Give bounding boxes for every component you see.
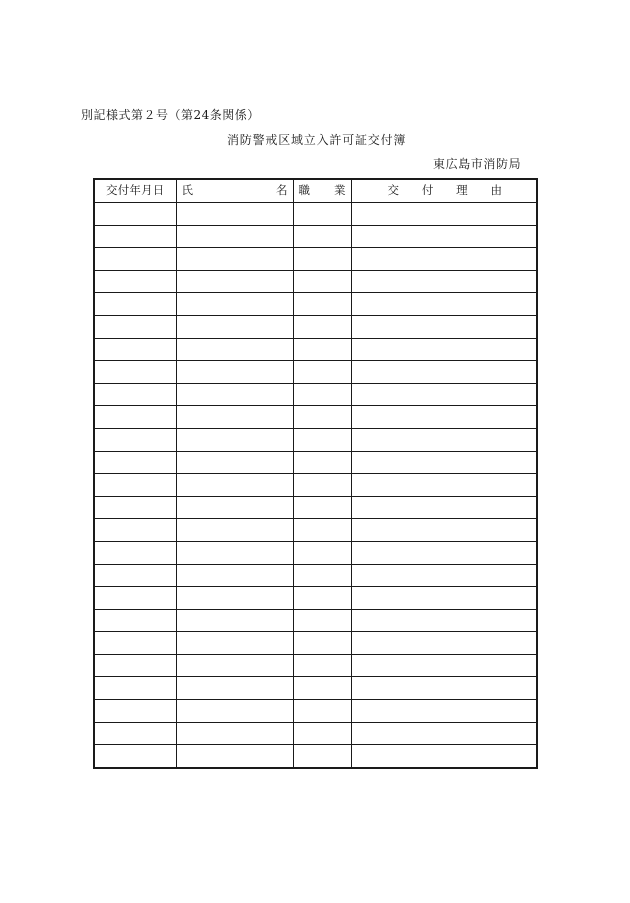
cell-name xyxy=(176,632,293,655)
table-row xyxy=(94,361,537,384)
cell-issue-reason xyxy=(351,745,537,768)
cell-name xyxy=(176,338,293,361)
table-header-row xyxy=(94,179,537,203)
cell-occupation xyxy=(293,677,351,700)
form-label: 別記様式第２号（第24条関係） xyxy=(81,108,260,122)
cell-name xyxy=(176,248,293,271)
table-row xyxy=(94,315,537,338)
header-name-char-1: 氏 xyxy=(181,183,193,198)
cell-issue-reason xyxy=(351,654,537,677)
table-row xyxy=(94,722,537,745)
table-row xyxy=(94,248,537,271)
table-row xyxy=(94,474,537,497)
cell-issue-date xyxy=(94,745,176,768)
cell-occupation xyxy=(293,225,351,248)
header-issue-date: 交付年月日 xyxy=(94,179,176,203)
table-row xyxy=(94,677,537,700)
table-row xyxy=(94,383,537,406)
cell-occupation xyxy=(293,519,351,542)
cell-issue-reason xyxy=(351,564,537,587)
cell-issue-date xyxy=(94,700,176,723)
cell-name xyxy=(176,270,293,293)
cell-name xyxy=(176,496,293,519)
cell-issue-reason xyxy=(351,632,537,655)
table-row xyxy=(94,451,537,474)
cell-occupation xyxy=(293,383,351,406)
cell-name xyxy=(176,745,293,768)
cell-name xyxy=(176,451,293,474)
cell-occupation xyxy=(293,361,351,384)
cell-name xyxy=(176,654,293,677)
cell-name xyxy=(176,361,293,384)
cell-occupation xyxy=(293,541,351,564)
cell-issue-date xyxy=(94,496,176,519)
table-row xyxy=(94,564,537,587)
header-name xyxy=(176,179,293,203)
cell-name xyxy=(176,406,293,429)
cell-issue-date xyxy=(94,248,176,271)
cell-issue-date xyxy=(94,203,176,226)
table-row xyxy=(94,654,537,677)
cell-issue-date xyxy=(94,541,176,564)
cell-name xyxy=(176,315,293,338)
cell-occupation xyxy=(293,587,351,610)
cell-occupation xyxy=(293,474,351,497)
cell-issue-date xyxy=(94,632,176,655)
cell-name xyxy=(176,700,293,723)
cell-occupation xyxy=(293,203,351,226)
cell-issue-reason xyxy=(351,519,537,542)
table-row xyxy=(94,406,537,429)
cell-issue-date xyxy=(94,383,176,406)
cell-occupation xyxy=(293,564,351,587)
table-row xyxy=(94,270,537,293)
cell-issue-reason xyxy=(351,722,537,745)
table-row xyxy=(94,541,537,564)
header-reason-char-1: 交 xyxy=(387,183,399,198)
cell-name xyxy=(176,225,293,248)
cell-issue-reason xyxy=(351,428,537,451)
cell-occupation xyxy=(293,654,351,677)
cell-issue-date xyxy=(94,428,176,451)
cell-issue-reason xyxy=(351,361,537,384)
cell-issue-date xyxy=(94,474,176,497)
cell-issue-reason xyxy=(351,609,537,632)
cell-occupation xyxy=(293,609,351,632)
cell-issue-date xyxy=(94,519,176,542)
cell-issue-reason xyxy=(351,270,537,293)
cell-issue-reason xyxy=(351,225,537,248)
cell-issue-reason xyxy=(351,451,537,474)
header-name-char-2: 名 xyxy=(276,183,288,198)
cell-issue-date xyxy=(94,609,176,632)
cell-name xyxy=(176,383,293,406)
cell-issue-reason xyxy=(351,406,537,429)
table-row xyxy=(94,496,537,519)
header-issue-reason xyxy=(351,179,537,203)
cell-issue-reason xyxy=(351,338,537,361)
header-reason-char-2: 付 xyxy=(421,183,434,198)
cell-issue-reason xyxy=(351,700,537,723)
cell-issue-date xyxy=(94,315,176,338)
cell-issue-reason xyxy=(351,541,537,564)
cell-issue-reason xyxy=(351,293,537,316)
cell-issue-date xyxy=(94,677,176,700)
cell-issue-date xyxy=(94,270,176,293)
cell-issue-date xyxy=(94,338,176,361)
table-row xyxy=(94,338,537,361)
cell-name xyxy=(176,722,293,745)
table-row xyxy=(94,225,537,248)
cell-issue-reason xyxy=(351,496,537,519)
table-row xyxy=(94,700,537,723)
cell-issue-date xyxy=(94,722,176,745)
cell-issue-reason xyxy=(351,203,537,226)
cell-name xyxy=(176,519,293,542)
cell-name xyxy=(176,203,293,226)
cell-issue-date xyxy=(94,293,176,316)
table-row xyxy=(94,609,537,632)
cell-name xyxy=(176,677,293,700)
cell-issue-date xyxy=(94,587,176,610)
table-row xyxy=(94,745,537,768)
cell-issue-reason xyxy=(351,383,537,406)
table-row xyxy=(94,587,537,610)
cell-name xyxy=(176,609,293,632)
cell-occupation xyxy=(293,745,351,768)
cell-occupation xyxy=(293,632,351,655)
cell-issue-reason xyxy=(351,315,537,338)
cell-issue-date xyxy=(94,654,176,677)
table-row xyxy=(94,428,537,451)
cell-issue-date xyxy=(94,564,176,587)
cell-name xyxy=(176,428,293,451)
cell-occupation xyxy=(293,270,351,293)
cell-occupation xyxy=(293,451,351,474)
table-row xyxy=(94,632,537,655)
cell-occupation xyxy=(293,406,351,429)
cell-name xyxy=(176,293,293,316)
cell-issue-reason xyxy=(351,587,537,610)
table-row xyxy=(94,203,537,226)
header-occupation-char-2: 業 xyxy=(334,183,346,198)
table-body xyxy=(94,203,537,769)
cell-name xyxy=(176,541,293,564)
cell-occupation xyxy=(293,315,351,338)
issuer-name: 東広島市消防局 xyxy=(433,157,522,171)
document-title: 消防警戒区域立入許可証交付簿 xyxy=(227,133,407,147)
cell-issue-date xyxy=(94,361,176,384)
issuance-register-table xyxy=(93,178,538,769)
cell-issue-reason xyxy=(351,677,537,700)
cell-occupation xyxy=(293,293,351,316)
table-row xyxy=(94,293,537,316)
cell-name xyxy=(176,587,293,610)
cell-issue-date xyxy=(94,225,176,248)
table-row xyxy=(94,519,537,542)
header-reason-char-3: 理 xyxy=(456,183,468,198)
cell-occupation xyxy=(293,428,351,451)
cell-issue-reason xyxy=(351,474,537,497)
header-reason-char-4: 由 xyxy=(490,183,502,198)
cell-occupation xyxy=(293,338,351,361)
cell-issue-reason xyxy=(351,248,537,271)
cell-name xyxy=(176,474,293,497)
cell-occupation xyxy=(293,248,351,271)
header-occupation-char-1: 職 xyxy=(298,183,310,198)
cell-name xyxy=(176,564,293,587)
cell-issue-date xyxy=(94,451,176,474)
cell-occupation xyxy=(293,496,351,519)
cell-issue-date xyxy=(94,406,176,429)
cell-occupation xyxy=(293,700,351,723)
header-occupation xyxy=(293,179,351,203)
cell-occupation xyxy=(293,722,351,745)
